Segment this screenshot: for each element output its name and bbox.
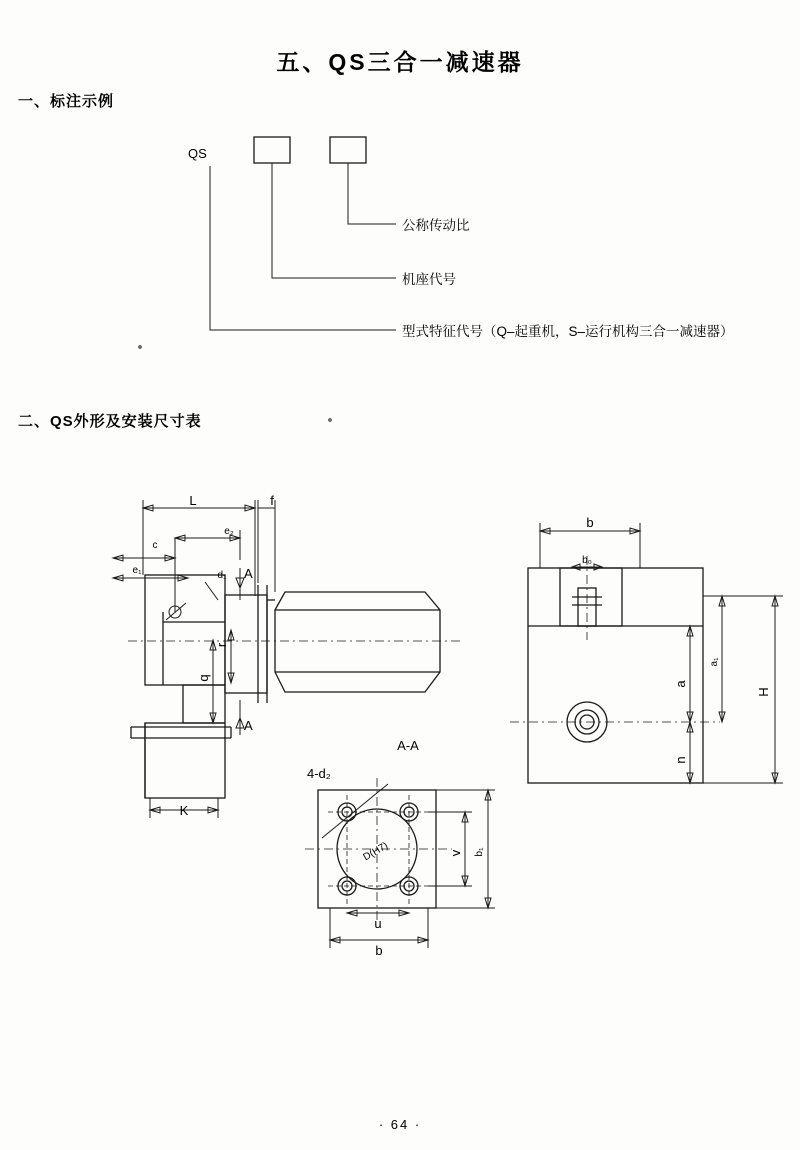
dim-r-arrow-top [228, 630, 234, 640]
housing-base-block [145, 723, 225, 798]
side-hub-outer [567, 702, 607, 742]
bolt-hole-bl-inner [342, 881, 352, 891]
bolt-hole-bl [338, 877, 356, 895]
dim-label-e2: e₂ [224, 526, 234, 537]
motor-body [275, 592, 440, 692]
dim-v-arrow-top [462, 812, 468, 822]
dim-v-arrow-bottom [462, 876, 468, 886]
bolt-hole-tr [400, 803, 418, 821]
section-arrow-bottom [236, 718, 244, 728]
dim-K-arrow-right [208, 807, 218, 813]
dim-K-arrow-left [150, 807, 160, 813]
dim-q-arrow-bottom [210, 713, 216, 723]
scan-speck-2 [329, 419, 331, 421]
dim-a-arrow-bottom [687, 712, 693, 722]
dim-e2-arrow-right [230, 535, 240, 541]
dim-b-arrow-left [540, 528, 550, 534]
front-view [113, 493, 460, 818]
dim-L-arrow-right [245, 505, 255, 511]
dim-L-arrow-left [143, 505, 153, 511]
mounting-hole-leader [166, 603, 186, 620]
dim-d1-leader [205, 582, 218, 600]
housing-neck [183, 685, 225, 723]
side-view [510, 515, 783, 783]
dim-u-arrow-left [347, 910, 357, 916]
dim-label-c: c [152, 540, 158, 551]
dim-label-b0: b₀ [582, 555, 592, 566]
section-heading-dimension-table: 二、QS外形及安装尺寸表 [18, 413, 202, 430]
callout-type-code-label: 型式特征代号（Q–起重机，S–运行机构三合一减速器） [402, 324, 734, 339]
dim-label-n: n [673, 756, 688, 764]
scan-speck [139, 346, 141, 348]
leader-4-d2 [322, 784, 388, 838]
section-arrow-top [236, 578, 244, 588]
page-number: · 64 · [378, 1117, 422, 1132]
dim-H-arrow-top [772, 596, 778, 606]
label-4-d2: 4-d₂ [307, 766, 331, 781]
dim-label-b-section: b [375, 943, 383, 958]
side-body-outline [528, 568, 703, 783]
leader-ratio [348, 163, 396, 224]
mounting-hole [169, 606, 181, 618]
page-title: 五、QS三合一减速器 [276, 49, 524, 75]
side-hub-inner [580, 715, 594, 729]
dim-label-a1: a₁ [709, 657, 720, 667]
bolt-hole-tl [338, 803, 356, 821]
marking-prefix-label: QS [188, 146, 207, 161]
dim-b-bottom-arrow-left [330, 937, 340, 943]
dim-b0-arrow-left [572, 564, 580, 570]
dim-b1-arrow-bottom [485, 898, 491, 908]
dim-label-f: f [270, 493, 274, 508]
section-view-title: A-A [397, 738, 419, 753]
side-hub-bore [575, 710, 599, 734]
dim-label-L: L [189, 493, 197, 508]
marking-box-frame-code [254, 137, 290, 163]
dim-r-arrow-bottom [228, 673, 234, 683]
section-heading-marking-example: 一、标注示例 [18, 93, 115, 110]
section-mark-A-top: A [244, 566, 253, 581]
label-bore-D: D(H7) [361, 840, 391, 864]
flange-bore [337, 809, 417, 889]
dim-H-arrow-bottom [772, 773, 778, 783]
bolt-hole-br-inner [404, 881, 414, 891]
bolt-hole-tl-inner [342, 807, 352, 817]
dim-label-a: a [673, 680, 688, 688]
callout-frame-code-label: 机座代号 [402, 272, 456, 287]
dim-e2-arrow-left [175, 535, 185, 541]
dim-label-r: r [214, 642, 229, 648]
dim-n-arrow-top [687, 722, 693, 732]
side-keyway [578, 588, 596, 626]
dim-b1-arrow-top [485, 790, 491, 800]
dim-c-arrow-left [113, 555, 123, 561]
callout-ratio-label: 公称传动比 [402, 218, 470, 233]
dim-n-arrow-bottom [687, 773, 693, 783]
dim-a1-arrow-bottom [719, 712, 725, 722]
dim-q-arrow-top [210, 640, 216, 650]
dim-e1-arrow-left [113, 575, 123, 581]
dim-label-v: v [448, 849, 463, 857]
section-view-AA [305, 738, 495, 958]
dim-label-u: u [374, 916, 382, 931]
dim-label-b-side: b [586, 515, 594, 530]
dim-a-arrow-top [687, 626, 693, 636]
output-flange [225, 595, 267, 693]
dim-b-arrow-right [630, 528, 640, 534]
dim-b0-arrow-right [594, 564, 602, 570]
leader-frame-code [272, 163, 396, 278]
dim-label-e1: e₁ [132, 565, 142, 576]
dim-c-arrow-right [165, 555, 175, 561]
dim-u-arrow-right [399, 910, 409, 916]
bolt-hole-br [400, 877, 418, 895]
bolt-hole-tr-inner [404, 807, 414, 817]
dim-label-d1: d₁ [217, 570, 227, 581]
dim-b-bottom-arrow-right [418, 937, 428, 943]
dim-label-K: K [179, 803, 189, 818]
flange-square [318, 790, 436, 908]
leader-type-code [210, 166, 396, 330]
dim-label-H: H [756, 687, 771, 697]
section-mark-A-bottom: A [244, 718, 253, 733]
housing-upper-block [145, 575, 225, 685]
marking-box-ratio [330, 137, 366, 163]
side-top-boss [560, 568, 622, 626]
dim-a1-arrow-top [719, 596, 725, 606]
dim-label-b1: b₁ [474, 847, 485, 857]
dim-e1-arrow-right [178, 575, 188, 581]
dim-label-q: q [196, 674, 211, 682]
